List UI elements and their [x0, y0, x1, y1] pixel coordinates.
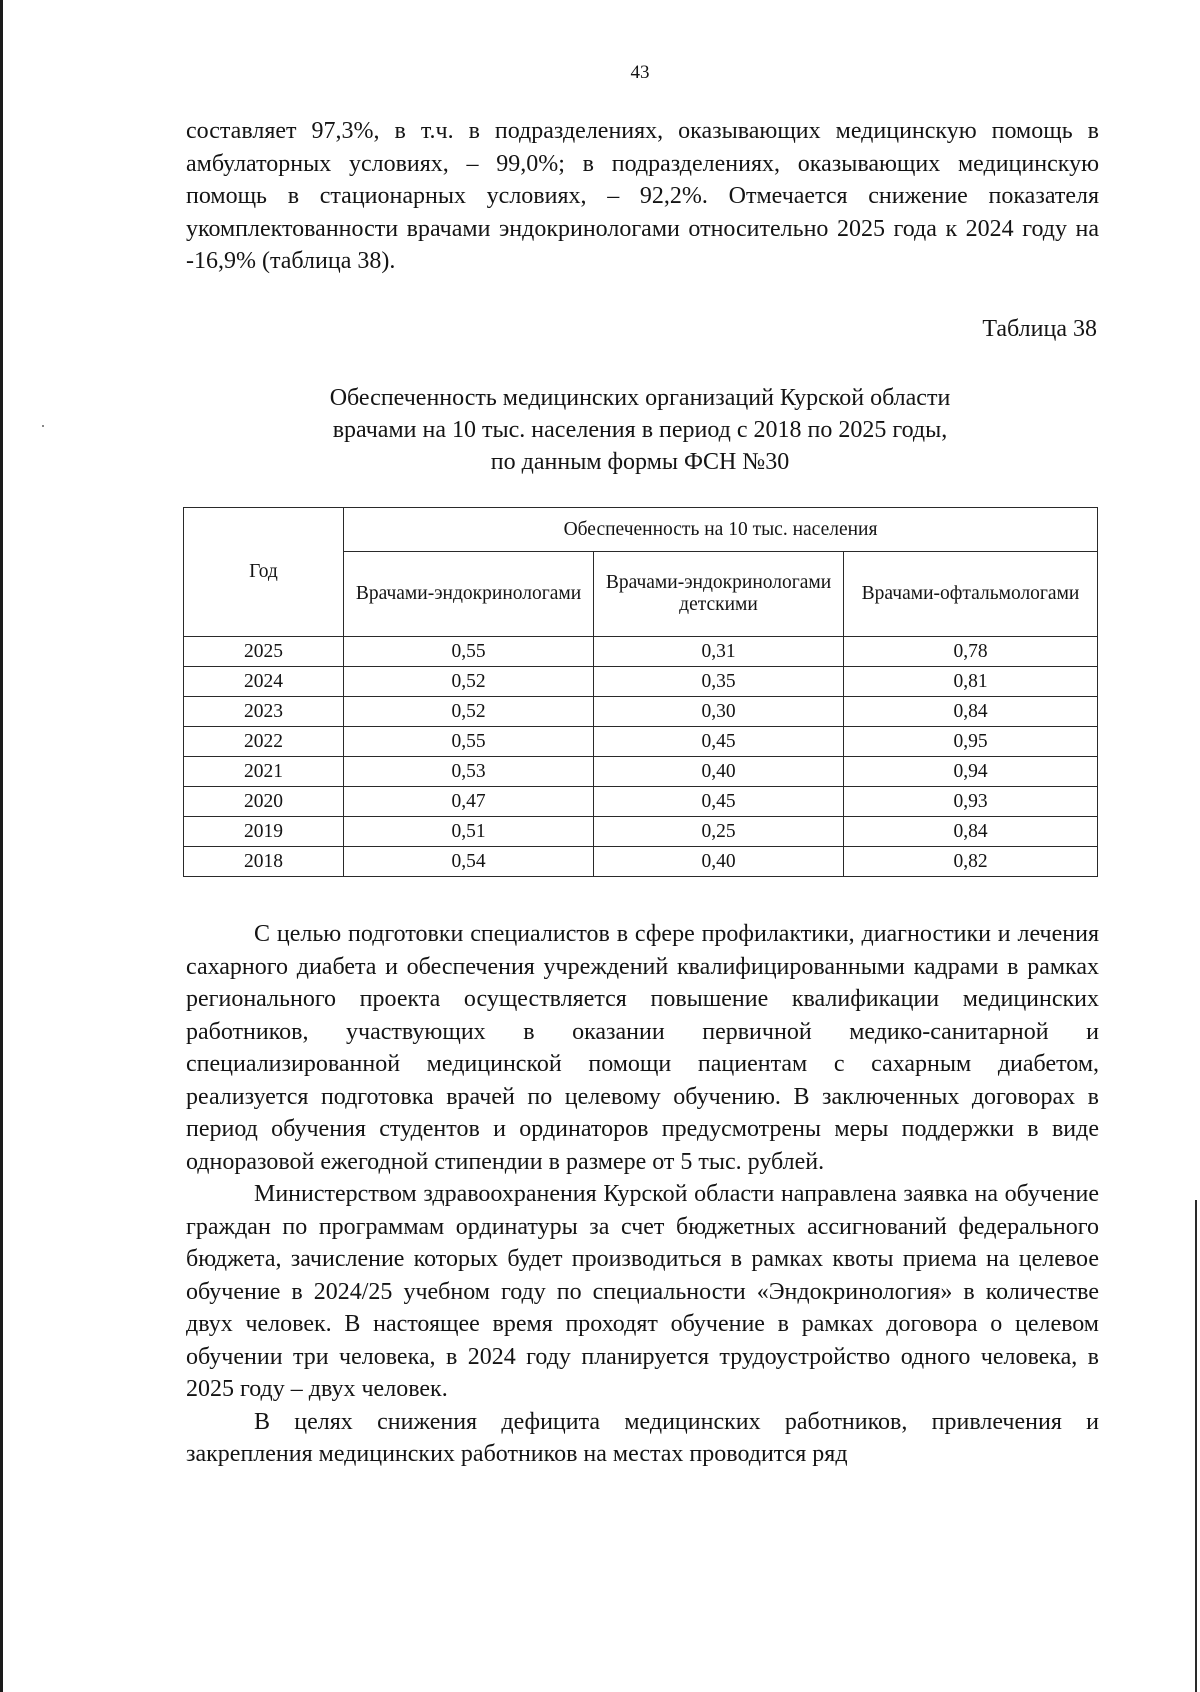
- header-ophthalmologists: Врачами-офтальмологами: [844, 552, 1098, 637]
- value-cell: 0,55: [344, 637, 594, 667]
- value-cell: 0,84: [844, 697, 1098, 727]
- value-cell: 0,35: [594, 667, 844, 697]
- value-cell: 0,47: [344, 787, 594, 817]
- value-cell: 0,53: [344, 757, 594, 787]
- table-row: [184, 637, 1098, 667]
- value-cell: 0,45: [594, 727, 844, 757]
- year-cell: 2019: [184, 817, 344, 847]
- year-cell: 2023: [184, 697, 344, 727]
- value-cell: 0,45: [594, 787, 844, 817]
- paragraph-training: С целью подготовки специалистов в сфере профилактики, диагностики и лечения сахарного диабета и обеспечения учреждений квалифицированными кадрами в рамках регионального проекта осуществляется повышение квалификации медицинских работников, участвующих в оказании первичной медико-санитарной и специализированной медицинской помощи пациентам с сахарным диабетом, реализуется подготовка врачей по целевому обучению. В заключенных договорах в период обучения студентов и ординаторов предусмотрены меры поддержки в виде одноразовой ежегодной стипендии в размере от 5 тыс. рублей.: [186, 921, 1099, 1175]
- paragraph-ministry: Министерством здравоохранения Курской области направлена заявка на обучение граждан по программам ординатуры за счет бюджетных ассигнований федерального бюджета, зачисление которых будет производиться в рамках квоты приема на целевое обучение в 2024/25 учебном году по специальности «Эндокринология» в количестве двух человек. В настоящее время проходят обучение в рамках договора о целевом обучении три человека, в 2024 году планируется трудоустройство одного человека, в 2025 году – двух человек.: [186, 1181, 1099, 1402]
- page-number: 43: [630, 62, 650, 83]
- table-row: [184, 757, 1098, 787]
- table-caption-line: врачами на 10 тыс. населения в период с 2018 по 2025 годы,: [332, 417, 948, 443]
- year-cell: 2021: [184, 757, 344, 787]
- value-cell: 0,81: [844, 667, 1098, 697]
- paragraph-deficit: В целях снижения дефицита медицинских работников, привлечения и закрепления медицинских работников на местах проводится ряд: [186, 1408, 1099, 1467]
- value-cell: 0,30: [594, 697, 844, 727]
- value-cell: 0,94: [844, 757, 1098, 787]
- header-endocrinologists: Врачами-эндокринологами: [344, 552, 594, 637]
- table-row: [184, 727, 1098, 757]
- value-cell: 0,51: [344, 817, 594, 847]
- value-cell: 0,78: [844, 637, 1098, 667]
- table-number-label: Таблица 38: [982, 316, 1097, 342]
- table-caption: [180, 382, 1100, 478]
- year-cell: 2025: [184, 637, 344, 667]
- value-cell: 0,84: [844, 817, 1098, 847]
- intro-paragraph: составляет 97,3%, в т.ч. в подразделениях, оказывающих медицинскую помощь в амбулаторных условиях, – 99,0%; в подразделениях, оказывающих медицинскую помощь в стационарных условиях, – 92,2%. Отмечается снижение показателя укомплектованности врачами эндокринологами относительно 2025 года к 2024 году на -16,9% (таблица 38).: [186, 118, 1099, 274]
- body-text-block: [186, 918, 1099, 1471]
- table-row: [184, 667, 1098, 697]
- value-cell: 0,54: [344, 847, 594, 877]
- doctor-availability-table: [183, 507, 1098, 877]
- header-pediatric-endocrinologists: Врачами-эндокринологами детскими: [594, 552, 844, 637]
- table-caption-line: Обеспеченность медицинских организаций Курской области: [329, 385, 951, 411]
- value-cell: 0,31: [594, 637, 844, 667]
- scan-speck: [42, 425, 44, 427]
- table-row: [184, 697, 1098, 727]
- value-cell: 0,52: [344, 697, 594, 727]
- table-row: [184, 787, 1098, 817]
- value-cell: 0,55: [344, 727, 594, 757]
- header-group: Обеспеченность на 10 тыс. населения: [344, 508, 1098, 552]
- intro-text-block: [186, 115, 1099, 278]
- year-cell: 2024: [184, 667, 344, 697]
- value-cell: 0,40: [594, 757, 844, 787]
- value-cell: 0,40: [594, 847, 844, 877]
- table-caption-line: по данным формы ФСН №30: [490, 449, 790, 475]
- page-left-edge-shadow: [0, 0, 3, 1692]
- value-cell: 0,52: [344, 667, 594, 697]
- value-cell: 0,25: [594, 817, 844, 847]
- year-cell: 2022: [184, 727, 344, 757]
- table-row: [184, 817, 1098, 847]
- table-row: [184, 847, 1098, 877]
- page-right-edge-shadow: [1195, 1200, 1197, 1692]
- value-cell: 0,82: [844, 847, 1098, 877]
- value-cell: 0,95: [844, 727, 1098, 757]
- year-cell: 2020: [184, 787, 344, 817]
- value-cell: 0,93: [844, 787, 1098, 817]
- year-cell: 2018: [184, 847, 344, 877]
- header-year: Год: [184, 508, 344, 637]
